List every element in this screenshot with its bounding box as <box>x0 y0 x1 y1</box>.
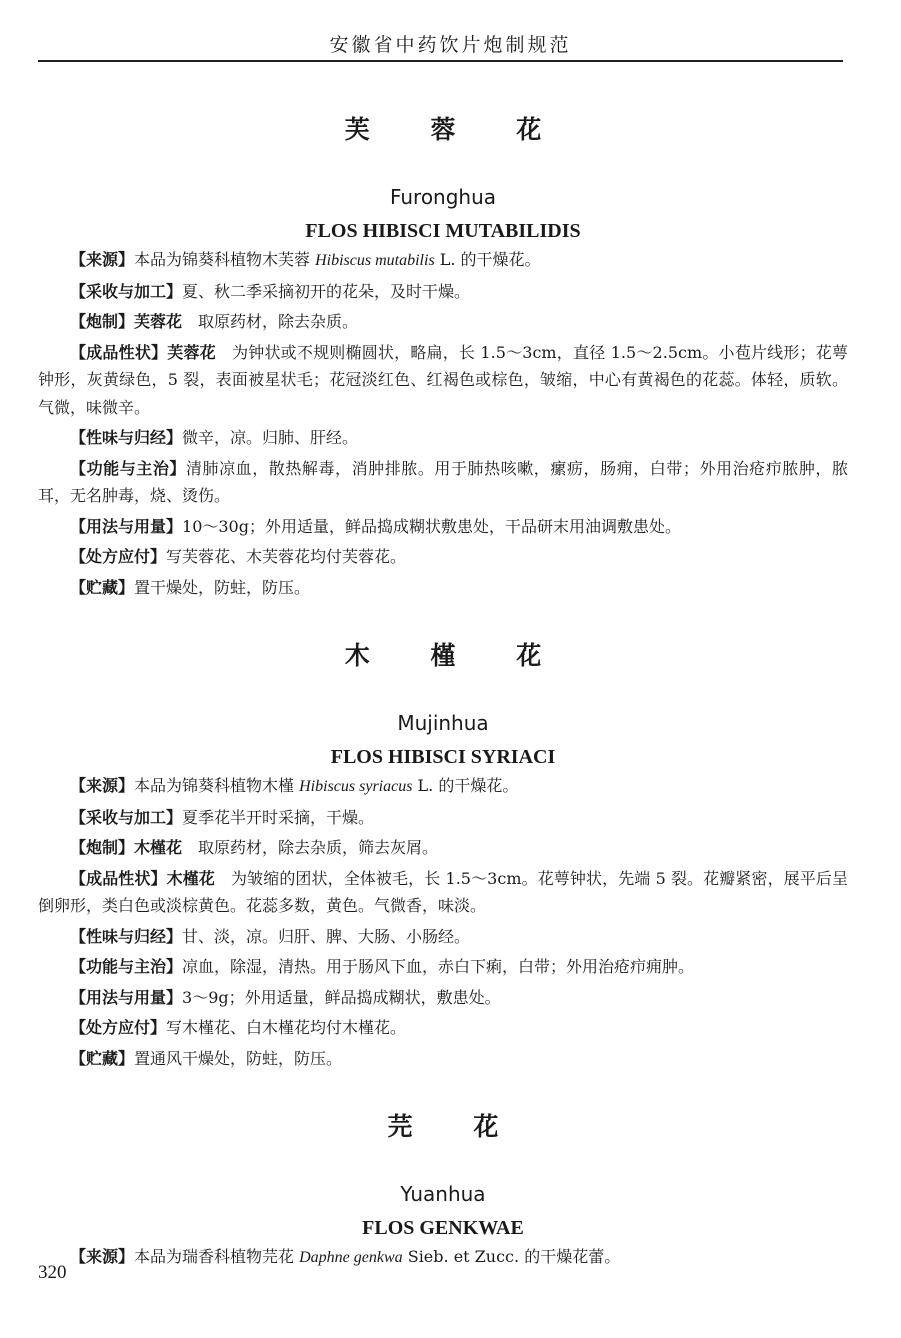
section-label: 【贮藏】 <box>70 1048 135 1068</box>
entry-latin-name: FLOS GENKWAE <box>362 1217 524 1239</box>
entry-title: 木 槿 花 <box>344 641 568 670</box>
entry-title: 芙 蓉 花 <box>344 115 568 144</box>
section-text: 甘、淡，凉。归肝、脾、大肠、小肠经。 <box>182 926 471 946</box>
entry-separator <box>38 604 848 626</box>
species-name: Hibiscus mutabilis <box>315 252 435 269</box>
section-label: 【采收与加工】 <box>70 281 183 301</box>
section-text: 为皱缩的团状，全体被毛，长 1.5～3cm。花萼钟状，先端 5 裂。花瓣紧密，展平后呈倒卵形，类白色或淡棕黄色。花蕊多数，黄色。气微香，味淡。 <box>38 868 848 915</box>
entry-section <box>38 455 848 510</box>
entry-latin-name: FLOS HIBISCI SYRIACI <box>330 746 556 768</box>
section-text: 置通风干燥处，防蛀，防压。 <box>134 1048 343 1068</box>
entry-section <box>38 543 848 571</box>
page-content <box>38 100 848 1275</box>
section-label: 【功能与主治】 <box>70 458 186 478</box>
section-label: 【用法与用量】 <box>70 516 183 536</box>
entry-pinyin: Mujinhua <box>397 711 489 735</box>
section-text: 本品为锦葵科植物木槿 <box>134 776 300 795</box>
page-number: 320 <box>38 1262 67 1283</box>
section-label: 【贮藏】 <box>70 577 135 597</box>
section-text: 夏季花半开时采摘，干燥。 <box>182 807 375 827</box>
entry-pinyin: Yuanhua <box>400 1182 486 1206</box>
section-product-name: 芙蓉花 <box>134 312 183 331</box>
section-label: 【用法与用量】 <box>70 987 183 1007</box>
entry-section <box>38 574 848 602</box>
entry-section <box>38 339 848 422</box>
section-label: 【成品性状】 <box>70 342 168 362</box>
entry-section <box>38 424 848 452</box>
entry-section <box>38 308 848 336</box>
section-text: 为钟状或不规则椭圆状，略扁，长 1.5～3cm，直径 1.5～2.5cm。小苞片线形；花萼钟形，灰黄绿色，5 裂，表面被星状毛；花冠淡红色、红褐色或棕色，皱缩，中心有黄褐色的花蕊。体轻，质软。气微，味微辛。 <box>38 342 848 417</box>
section-product-name: 芙蓉花 <box>167 342 216 362</box>
section-label: 【炮制】 <box>70 312 135 331</box>
section-text: 微辛，凉。归肺、肝经。 <box>182 428 359 447</box>
section-text: 取原药材，除去杂质。 <box>182 312 359 331</box>
entry-latin-name: FLOS HIBISCI MUTABILIDIS <box>305 220 581 242</box>
species-name: Daphne genkwa <box>299 1249 403 1266</box>
entry-section <box>38 923 848 951</box>
section-label: 【采收与加工】 <box>70 807 183 827</box>
section-label: 【性味与归经】 <box>70 428 183 447</box>
entry-separator <box>38 1075 848 1097</box>
section-product-name: 木槿花 <box>166 868 215 888</box>
section-product-name: 木槿花 <box>134 838 183 857</box>
section-text: L. 的干燥花。 <box>434 250 541 269</box>
section-text: Sieb. et Zucc. 的干燥花蕾。 <box>402 1247 621 1266</box>
section-text: 置干燥处，防蛀，防压。 <box>134 577 311 597</box>
entry-pinyin: Furonghua <box>389 185 497 209</box>
section-label: 【功能与主治】 <box>70 957 183 976</box>
entry-section <box>38 278 848 306</box>
section-text: 写芙蓉花、木芙蓉花均付芙蓉花。 <box>166 547 407 566</box>
section-label: 【处方应付】 <box>70 1018 167 1037</box>
section-label: 【来源】 <box>70 1247 135 1266</box>
section-text: L. 的干燥花。 <box>412 776 519 795</box>
entry-section <box>38 246 848 275</box>
entry-section <box>38 513 848 541</box>
section-label: 【性味与归经】 <box>70 926 183 946</box>
entry-section <box>38 953 848 981</box>
entry-section <box>38 984 848 1012</box>
section-text: 3～9g；外用适量，鲜品捣成糊状，敷患处。 <box>182 987 501 1007</box>
entry-section <box>38 865 848 920</box>
section-text: 取原药材，除去杂质，筛去灰屑。 <box>182 838 439 857</box>
section-label: 【炮制】 <box>70 838 135 857</box>
running-header: 安徽省中药饮片炮制规范 <box>329 34 572 56</box>
section-text: 写木槿花、白木槿花均付木槿花。 <box>166 1018 407 1037</box>
entry-section <box>38 1014 848 1042</box>
section-text: 清肺凉血，散热解毒，消肿排脓。用于肺热咳嗽，瘰疬，肠痈，白带；外用治疮疖脓肿，脓耳，无名肿毒，烧、烫伤。 <box>38 458 848 505</box>
section-label: 【成品性状】 <box>70 868 167 888</box>
entry-section <box>38 772 848 801</box>
header-rule <box>38 60 843 62</box>
species-name: Hibiscus syriacus <box>299 778 413 795</box>
section-label: 【来源】 <box>70 250 135 269</box>
entry-section <box>38 834 848 862</box>
entry-section <box>38 804 848 832</box>
entry-section <box>38 1045 848 1073</box>
section-label: 【来源】 <box>70 776 135 795</box>
section-label: 【处方应付】 <box>70 547 167 566</box>
section-text: 凉血，除湿，清热。用于肠风下血，赤白下痢，白带；外用治疮疖痈肿。 <box>182 957 695 976</box>
section-text: 夏、秋二季采摘初开的花朵，及时干燥。 <box>182 281 471 301</box>
entry-title: 芫 花 <box>387 1112 525 1141</box>
section-text: 本品为锦葵科植物木芙蓉 <box>134 250 316 269</box>
entry-section <box>38 1243 848 1272</box>
section-text: 10～30g；外用适量，鲜品捣成糊状敷患处，干品研末用油调敷患处。 <box>182 516 681 536</box>
section-text: 本品为瑞香科植物芫花 <box>134 1247 300 1266</box>
